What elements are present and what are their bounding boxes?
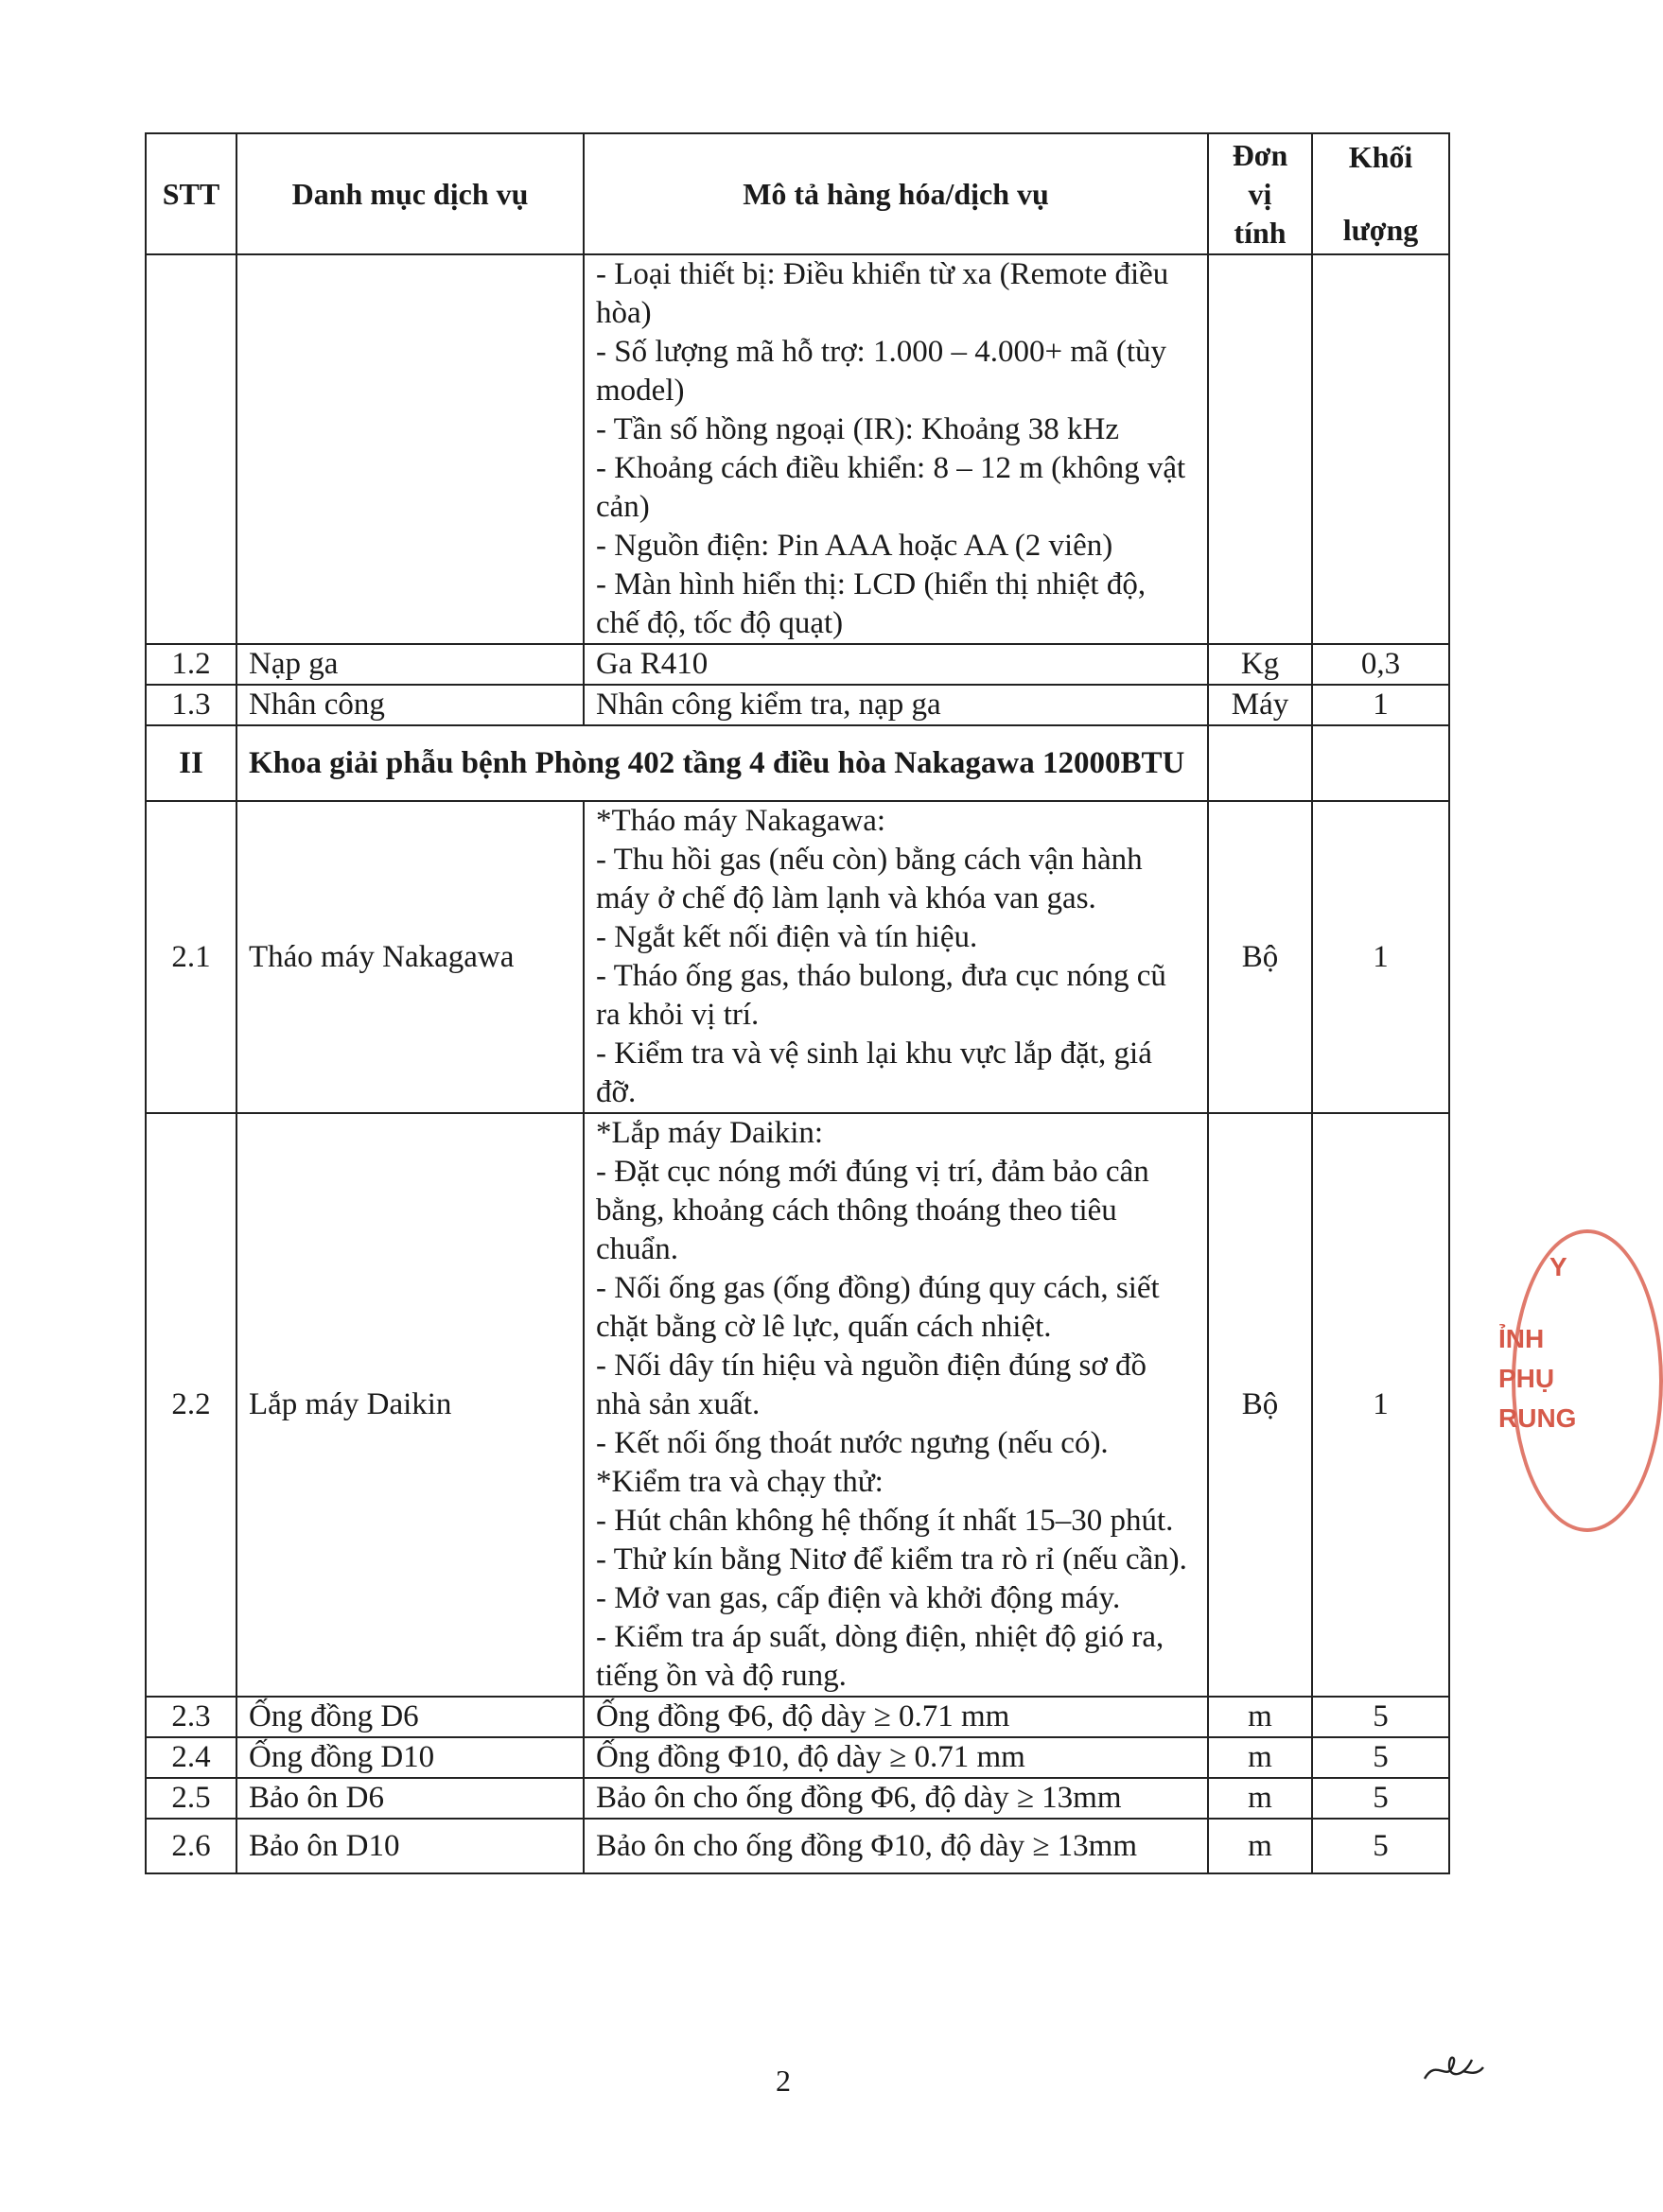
description-line: - Mở van gas, cấp điện và khởi động máy. [596, 1581, 1121, 1615]
row-unit: m [1208, 1697, 1312, 1737]
header-unit-line: tính [1234, 215, 1287, 250]
header-description: Mô tả hàng hóa/dịch vụ [584, 133, 1208, 254]
row-description [584, 801, 1208, 1113]
row-description [584, 1697, 1208, 1737]
description-line: - Thử kín bằng Nitơ để kiểm tra rò rỉ (nếu cần). [596, 1542, 1187, 1576]
table-row [146, 1113, 1449, 1697]
description-line: - Màn hình hiển thị: LCD (hiển thị nhiệt độ, chế độ, tốc độ quạt) [596, 567, 1147, 640]
description-line: - Ngắt kết nối điện và tín hiệu. [596, 920, 978, 954]
group-qty-cell [1312, 725, 1449, 801]
stamp-text: PHỤ [1498, 1364, 1555, 1393]
row-stt: 2.2 [146, 1113, 236, 1697]
description-line: - Nối ống gas (ống đồng) đúng quy cách, siết chặt bằng cờ lê lực, quấn cách nhiệt. [596, 1271, 1160, 1344]
description-line: Nhân công kiểm tra, nạp ga [596, 688, 941, 722]
row-quantity: 1 [1312, 685, 1449, 725]
row-service-name: Lắp máy Daikin [236, 1113, 584, 1697]
row-unit: Máy [1208, 685, 1312, 725]
table-body [146, 254, 1449, 1873]
row-service-name: Ống đồng D10 [236, 1737, 584, 1778]
row-quantity [1312, 254, 1449, 644]
description-line: Ống đồng Φ10, độ dày ≥ 0.71 mm [596, 1740, 1025, 1774]
row-description [584, 1737, 1208, 1778]
row-unit: m [1208, 1778, 1312, 1819]
row-unit: m [1208, 1737, 1312, 1778]
row-description [584, 1113, 1208, 1697]
stamp-text: Y [1549, 1252, 1567, 1281]
row-service-name: Ống đồng D6 [236, 1697, 584, 1737]
services-table [145, 132, 1450, 1874]
table-row [146, 1819, 1449, 1873]
table-row [146, 254, 1449, 644]
table-header-row [146, 133, 1449, 254]
description-line: - Thu hồi gas (nếu còn) bằng cách vận hành máy ở chế độ làm lạnh và khóa van gas. [596, 843, 1143, 915]
table-row [146, 1778, 1449, 1819]
row-quantity: 5 [1312, 1819, 1449, 1873]
description-line: - Nguồn điện: Pin AAA hoặc AA (2 viên) [596, 529, 1113, 563]
description-line: - Khoảng cách điều khiển: 8 – 12 m (không vật cản) [596, 451, 1186, 524]
description-line: *Tháo máy Nakagawa: [596, 804, 886, 838]
description-line: - Kết nối ống thoát nước ngưng (nếu có). [596, 1426, 1109, 1460]
table-row [146, 1697, 1449, 1737]
row-quantity: 5 [1312, 1778, 1449, 1819]
initials-signature [1421, 2050, 1487, 2088]
stamp-text: RUNG [1498, 1403, 1577, 1433]
description-line: - Loại thiết bị: Điều khiển từ xa (Remote điều hòa) [596, 257, 1169, 330]
description-line: - Tháo ống gas, tháo bulong, đưa cục nóng cũ ra khỏi vị trí. [596, 959, 1166, 1032]
table-row [146, 644, 1449, 685]
table-row [146, 1737, 1449, 1778]
row-unit [1208, 254, 1312, 644]
description-line: Ga R410 [596, 647, 709, 681]
row-stt: 2.6 [146, 1819, 236, 1873]
description-line: - Nối dây tín hiệu và nguồn điện đúng sơ đồ nhà sản xuất. [596, 1349, 1147, 1421]
description-line: Bảo ôn cho ống đồng Φ6, độ dày ≥ 13mm [596, 1781, 1122, 1815]
description-line: - Số lượng mã hỗ trợ: 1.000 – 4.000+ mã (tùy model) [596, 335, 1167, 408]
header-qty-line: Khối [1348, 140, 1413, 174]
row-description [584, 1778, 1208, 1819]
row-stt: 2.4 [146, 1737, 236, 1778]
row-stt: 2.3 [146, 1697, 236, 1737]
official-stamp [1474, 1229, 1577, 1532]
header-stt: STT [146, 133, 236, 254]
row-service-name: Bảo ôn D6 [236, 1778, 584, 1819]
row-unit: Kg [1208, 644, 1312, 685]
row-description [584, 1819, 1208, 1873]
row-service-name [236, 254, 584, 644]
description-line: *Kiểm tra và chạy thử: [596, 1465, 884, 1499]
group-stt: II [146, 725, 236, 801]
row-quantity: 5 [1312, 1697, 1449, 1737]
row-quantity: 1 [1312, 801, 1449, 1113]
stamp-text: ỈNH [1498, 1324, 1545, 1353]
row-unit: Bộ [1208, 1113, 1312, 1697]
description-line: - Tần số hồng ngoại (IR): Khoảng 38 kHz [596, 412, 1119, 446]
header-quantity [1312, 133, 1449, 254]
table-row [146, 801, 1449, 1113]
description-line: - Kiểm tra áp suất, dòng điện, nhiệt độ gió ra, tiếng ồn và độ rung. [596, 1620, 1164, 1693]
row-stt: 1.3 [146, 685, 236, 725]
page-number: 2 [776, 2064, 791, 2098]
row-unit: Bộ [1208, 801, 1312, 1113]
header-unit-line: Đơn [1232, 137, 1288, 172]
group-header-row [146, 725, 1449, 801]
row-quantity: 1 [1312, 1113, 1449, 1697]
header-qty-line: lượng [1342, 213, 1419, 247]
row-stt [146, 254, 236, 644]
description-line: - Kiểm tra và vệ sinh lại khu vực lắp đặt, giá đỡ. [596, 1036, 1152, 1109]
row-service-name: Nạp ga [236, 644, 584, 685]
row-stt: 2.5 [146, 1778, 236, 1819]
row-service-name: Nhân công [236, 685, 584, 725]
description-line: *Lắp máy Daikin: [596, 1116, 824, 1150]
header-service-name: Danh mục dịch vụ [236, 133, 584, 254]
row-service-name: Bảo ôn D10 [236, 1819, 584, 1873]
description-line: Bảo ôn cho ống đồng Φ10, độ dày ≥ 13mm [596, 1828, 1138, 1863]
header-unit [1208, 133, 1312, 254]
table-row [146, 685, 1449, 725]
row-service-name: Tháo máy Nakagawa [236, 801, 584, 1113]
row-description [584, 254, 1208, 644]
description-line: Ống đồng Φ6, độ dày ≥ 0.71 mm [596, 1699, 1010, 1733]
group-title: Khoa giải phẫu bệnh Phòng 402 tầng 4 điều hòa Nakagawa 12000BTU [236, 725, 1208, 801]
row-quantity: 5 [1312, 1737, 1449, 1778]
group-unit-cell [1208, 725, 1312, 801]
row-stt: 1.2 [146, 644, 236, 685]
row-stt: 2.1 [146, 801, 236, 1113]
row-description [584, 685, 1208, 725]
description-line: - Hút chân không hệ thống ít nhất 15–30 phút. [596, 1504, 1174, 1538]
description-line: - Đặt cục nóng mới đúng vị trí, đảm bảo cân bằng, khoảng cách thông thoáng theo tiêu chuẩn. [596, 1155, 1149, 1266]
row-unit: m [1208, 1819, 1312, 1873]
header-unit-line: vị [1248, 176, 1272, 211]
row-quantity: 0,3 [1312, 644, 1449, 685]
row-description [584, 644, 1208, 685]
